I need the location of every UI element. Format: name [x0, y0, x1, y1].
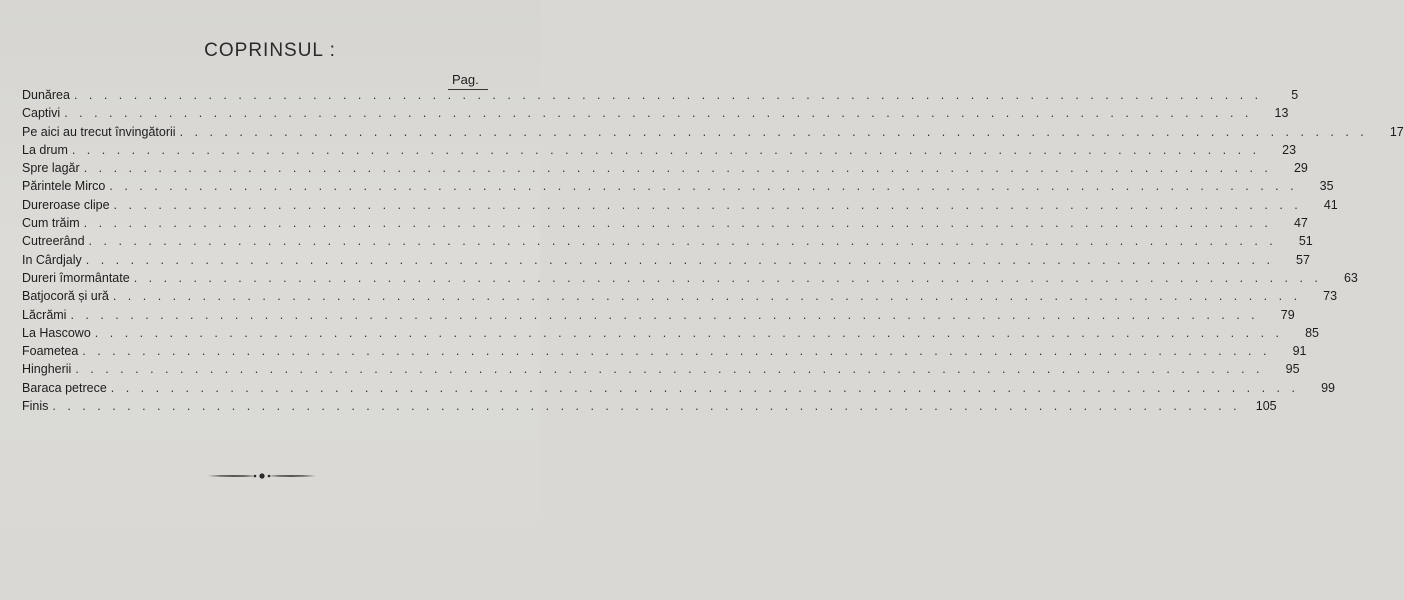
toc-entry	[22, 104, 1289, 122]
toc-entry	[22, 251, 1310, 269]
dot-leader: . . . . . . . . . . . . . . . . . . . . . . . . . . . . . . . . . . . . . . . . . . . . . . . . . . . . . . . . . . . . . . . . . . . . . . . . . . . . . . . .	[82, 344, 1271, 359]
toc-entry-page: 35	[1319, 179, 1334, 194]
toc-entry-page: 29	[1293, 161, 1308, 176]
toc-entry	[22, 123, 1404, 141]
toc-entry	[22, 360, 1300, 378]
toc-entry-page: 23	[1282, 142, 1297, 157]
page-title: COPRINSUL :	[204, 40, 336, 61]
toc-entry	[22, 86, 1299, 104]
dot-leader: . . . . . . . . . . . . . . . . . . . . . . . . . . . . . . . . . . . . . . . . . . . . . . . . . . . . . . . . . . . . . . . . . . . . . . . . . . . . . . . .	[133, 270, 1322, 285]
toc-entry-page: 47	[1293, 216, 1308, 231]
toc-entry	[22, 306, 1295, 324]
dot-leader: . . . . . . . . . . . . . . . . . . . . . . . . . . . . . . . . . . . . . . . . . . . . . . . . . . . . . . . . . . . . . . . . . . . . . . . . . . . . . . . .	[70, 307, 1259, 322]
toc-entry	[22, 159, 1308, 177]
toc-entry	[22, 397, 1277, 415]
toc-entry	[22, 287, 1338, 305]
page-column-header: Pag.	[452, 72, 479, 87]
toc-entry-page: 105	[1255, 399, 1277, 414]
dot-leader: . . . . . . . . . . . . . . . . . . . . . . . . . . . . . . . . . . . . . . . . . . . . . . . . . . . . . . . . . . . . . . . . . . . . . . . . . . . . . . . .	[113, 197, 1302, 212]
toc-entry-title: Batjocoră și ură	[22, 289, 109, 304]
dot-leader: . . . . . . . . . . . . . . . . . . . . . . . . . . . . . . . . . . . . . . . . . . . . . . . . . . . . . . . . . . . . . . . . . . . . . . . . . . . . . . . .	[109, 179, 1298, 194]
toc-entry	[22, 214, 1308, 232]
dot-leader: . . . . . . . . . . . . . . . . . . . . . . . . . . . . . . . . . . . . . . . . . . . . . . . . . . . . . . . . . . . . . . . . . . . . . . . . . . . . . . . .	[85, 252, 1274, 267]
toc-entry	[22, 379, 1335, 397]
dot-leader: . . . . . . . . . . . . . . . . . . . . . . . . . . . . . . . . . . . . . . . . . . . . . . . . . . . . . . . . . . . . . . . . . . . . . . . . . . . . . . . .	[88, 234, 1277, 249]
dot-leader: . . . . . . . . . . . . . . . . . . . . . . . . . . . . . . . . . . . . . . . . . . . . . . . . . . . . . . . . . . . . . . . . . . . . . . . . . . . . . . . .	[64, 106, 1253, 121]
toc-entry-page: 63	[1343, 270, 1358, 285]
toc-entry-page: 57	[1296, 252, 1310, 267]
toc-entry-page: 5	[1291, 88, 1299, 102]
toc-entry-title: Cum trăim	[22, 216, 80, 231]
toc-entry-page: 17	[1389, 124, 1404, 139]
toc-entry	[22, 196, 1338, 214]
dot-leader: . . . . . . . . . . . . . . . . . . . . . . . . . . . . . . . . . . . . . . . . . . . . . . . . . . . . . . . . . . . . . . . . . . . . . . . . . . . . . . . .	[112, 289, 1302, 304]
table-of-contents	[22, 86, 1404, 415]
dot-leader: . . . . . . . . . . . . . . . . . . . . . . . . . . . . . . . . . . . . . . . . . . . . . . . . . . . . . . . . . . . . . . . . . . . . . . . . . . . . . . . .	[179, 124, 1368, 139]
dot-leader: . . . . . . . . . . . . . . . . . . . . . . . . . . . . . . . . . . . . . . . . . . . . . . . . . . . . . . . . . . . . . . . . . . . . . . . . . . . . . . . .	[75, 362, 1264, 377]
toc-entry	[22, 232, 1313, 250]
toc-entry-page: 13	[1274, 106, 1289, 121]
toc-entry-title: Cutreerând	[22, 234, 85, 249]
toc-entry	[22, 141, 1297, 159]
toc-entry-title: Baraca petrece	[22, 380, 107, 395]
toc-entry-title: Dureroase clipe	[22, 197, 110, 212]
toc-entry-title: Pe aici au trecut învingătorii	[22, 124, 176, 139]
toc-entry-title: La Hascowo	[22, 325, 91, 340]
toc-entry-page: 85	[1305, 325, 1319, 340]
toc-entry	[22, 342, 1307, 360]
dot-leader: . . . . . . . . . . . . . . . . . . . . . . . . . . . . . . . . . . . . . . . . . . . . . . . . . . . . . . . . . . . . . . . . . . . . . . . . . . . . . . . .	[110, 380, 1299, 395]
toc-entry-title: Foametea	[22, 344, 79, 359]
toc-entry	[22, 269, 1358, 287]
toc-entry-title: Hingherii	[22, 362, 72, 377]
ornament-divider	[208, 470, 316, 482]
toc-entry-title: Lăcrămi	[22, 307, 67, 322]
toc-entry-title: Dunărea	[22, 88, 70, 102]
toc-entry-page: 51	[1298, 234, 1313, 249]
dot-leader: . . . . . . . . . . . . . . . . . . . . . . . . . . . . . . . . . . . . . . . . . . . . . . . . . . . . . . . . . . . . . . . . . . . . . . . . . . . . . . . .	[52, 399, 1241, 414]
toc-entry-title: Spre lagăr	[22, 161, 80, 176]
dot-leader: . . . . . . . . . . . . . . . . . . . . . . . . . . . . . . . . . . . . . . . . . . . . . . . . . . . . . . . . . . . . . . . . . . . . . . . . . . . . . . . .	[83, 216, 1272, 231]
dot-leader: . . . . . . . . . . . . . . . . . . . . . . . . . . . . . . . . . . . . . . . . . . . . . . . . . . . . . . . . . . . . . . . . . . . . . . . . . . . . . . . .	[83, 161, 1272, 176]
toc-entry-page: 79	[1280, 307, 1295, 322]
toc-entry	[22, 177, 1334, 195]
dot-leader: . . . . . . . . . . . . . . . . . . . . . . . . . . . . . . . . . . . . . . . . . . . . . . . . . . . . . . . . . . . . . . . . . . . . . . . . . . . . . . . .	[73, 88, 1263, 102]
toc-entry-page: 95	[1285, 362, 1300, 377]
toc-entry-title: La drum	[22, 142, 68, 157]
toc-entry-title: Dureri îmormântate	[22, 270, 130, 285]
toc-entry-page: 73	[1323, 289, 1338, 304]
toc-entry-page: 99	[1321, 380, 1335, 395]
toc-entry-page: 91	[1292, 344, 1307, 359]
dot-leader: . . . . . . . . . . . . . . . . . . . . . . . . . . . . . . . . . . . . . . . . . . . . . . . . . . . . . . . . . . . . . . . . . . . . . . . . . . . . . . . .	[71, 142, 1261, 157]
toc-entry-page: 41	[1323, 197, 1338, 212]
toc-entry	[22, 324, 1319, 342]
dot-leader: . . . . . . . . . . . . . . . . . . . . . . . . . . . . . . . . . . . . . . . . . . . . . . . . . . . . . . . . . . . . . . . . . . . . . . . . . . . . . . . .	[94, 325, 1283, 340]
toc-entry-title: In Cârdjaly	[22, 252, 82, 267]
toc-entry-title: Părintele Mirco	[22, 179, 106, 194]
toc-entry-title: Finis	[22, 399, 49, 414]
toc-entry-title: Captivi	[22, 106, 61, 121]
